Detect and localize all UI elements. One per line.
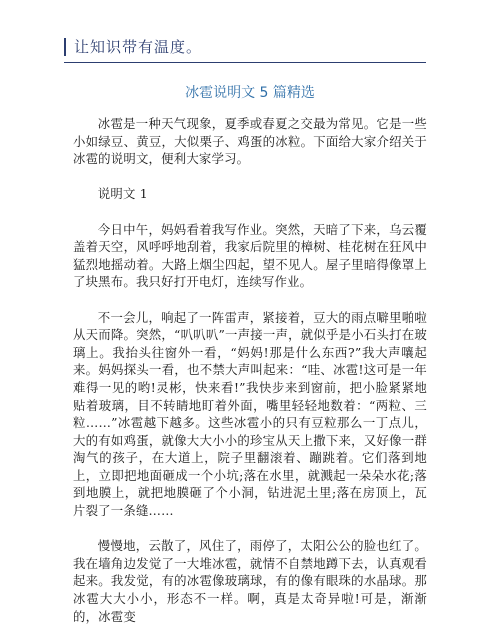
header-divider — [64, 62, 426, 63]
header-accent-bar — [64, 38, 66, 56]
paragraph-1: 今日中午，妈妈看着我写作业。突然，天暗了下来，乌云覆盖着天空，风呼呼地刮着，我家后院里的樟树、桂花树在狂风中猛烈地摇动着。大路上烟尘四起，望不见人。屋子里暗得像罩上了块黑布。我只好打开电灯，连续写作业。 — [73, 221, 427, 290]
document-body — [73, 115, 427, 643]
paragraph-2: 不一会儿，响起了一阵雷声，紧接着，豆大的雨点噼里啪啦从天而降。突然，“叭叭叭”一声接一声，就似乎是小石头打在玻璃上。我抬头往窗外一看，“妈妈!那是什么东西?”我大声嚷起来。妈妈探头一看，也不禁大声叫起来：“哇、冰雹!这可是一年难得一见的哟!灵彬，快来看!”我快步来到窗前，把小脸紧紧地贴着玻璃，目不转睛地盯着外面，嘴里轻轻地数着：“两粒、三粒……”冰雹越下越多。这些冰雹小的只有豆粒那么一丁点儿，大的有如鸡蛋，就像大大小小的珍宝从天上撒下来，又好像一群淘气的孩子，在大道上，院子里翻滚着、蹦跳着。它们落到地上，立即把地面砸成一个小坑;落在水里，就溅起一朵朵水花;落到地膜上，就把地膜砸了个小洞，钻进泥土里;落在房顶上，瓦片裂了一条缝…… — [73, 309, 427, 519]
paragraph-3: 慢慢地，云散了，风住了，雨停了，太阳公公的脸也红了。我在墙角边发觉了一大堆冰雹，就情不自禁地蹲下去，认真观看起来。我发觉，有的冰雹像玻璃球，有的像有眼珠的水晶球。那冰雹大大小小，形态不一样。啊，真是太奇异啦!可是，渐渐的，冰雹变 — [73, 538, 427, 624]
page-header — [0, 0, 500, 66]
document-title: 冰雹说明文 5 篇精选 — [185, 85, 315, 101]
header-slogan: 让知识带有温度。 — [74, 38, 203, 56]
intro-paragraph: 冰雹是一种天气现象，夏季或春夏之交最为常见。它是一些小如绿豆、黄豆，大似栗子、鸡蛋的冰粒。下面给大家介绍关于冰雹的说明文，便利大家学习。 — [73, 116, 427, 167]
section-heading: 说明文 1 — [97, 186, 148, 202]
